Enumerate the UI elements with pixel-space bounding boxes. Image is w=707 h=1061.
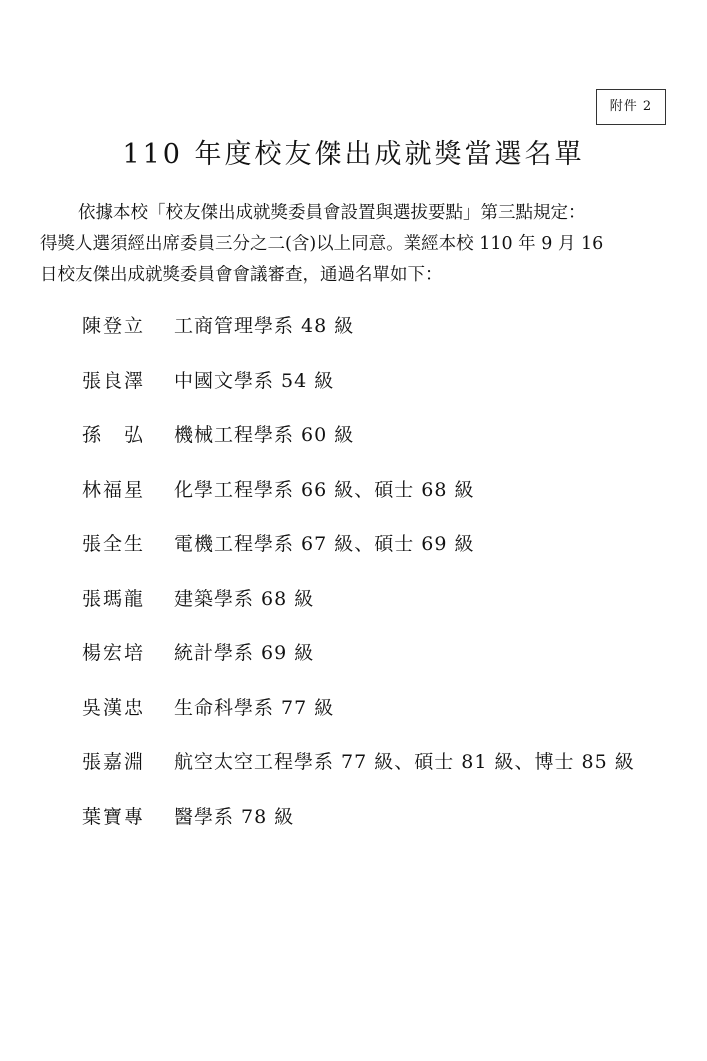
winner-name: 張嘉淵 xyxy=(82,751,146,773)
intro-line: 得獎人選須經出席委員三分之二(含)以上同意。業經本校 110 年 9 月 16 xyxy=(40,234,604,254)
winner-row xyxy=(82,693,635,748)
winner-row xyxy=(82,584,635,639)
winner-row xyxy=(82,311,635,366)
winner-department: 生命科學系 77 級 xyxy=(174,696,335,719)
winner-department: 工商管理學系 48 級 xyxy=(174,315,355,337)
intro-line: 依據本校「校友傑出成就獎委員會設置與選拔要點」第三點規定： xyxy=(78,203,586,223)
winner-name: 孫 弘 xyxy=(82,424,146,446)
winner-row xyxy=(82,366,635,421)
winner-name: 葉寶專 xyxy=(82,805,146,828)
winner-department: 建築學系 68 級 xyxy=(174,587,315,610)
winner-name: 張瑪龍 xyxy=(82,587,146,610)
winner-department: 航空太空工程學系 77 級、碩士 81 級、博士 85 級 xyxy=(174,751,635,773)
intro-line: 日校友傑出成就獎委員會會議審查，通過名單如下： xyxy=(40,265,443,285)
winner-list xyxy=(82,311,635,856)
winner-department: 中國文學系 54 級 xyxy=(174,369,335,392)
winner-name: 陳登立 xyxy=(82,315,146,337)
winner-row xyxy=(82,475,635,530)
winner-name: 張良澤 xyxy=(82,369,146,392)
winner-row xyxy=(82,802,635,857)
winner-row xyxy=(82,638,635,693)
winner-name: 張全生 xyxy=(82,533,146,555)
winner-name: 楊宏培 xyxy=(82,642,146,664)
winner-row xyxy=(82,420,635,475)
winner-department: 醫學系 78 級 xyxy=(174,805,295,828)
page-title: 110 年度校友傑出成就獎當選名單 xyxy=(122,139,585,170)
winner-department: 化學工程學系 66 級、碩士 68 級 xyxy=(174,478,475,501)
winner-row xyxy=(82,529,635,584)
winner-name: 吳漢忠 xyxy=(82,696,146,719)
winner-department: 電機工程學系 67 級、碩士 69 級 xyxy=(174,533,475,555)
winner-row xyxy=(82,747,635,802)
intro-paragraph xyxy=(40,198,670,291)
winner-department: 統計學系 69 級 xyxy=(174,642,315,664)
winner-department: 機械工程學系 60 級 xyxy=(174,424,355,446)
winner-name: 林福星 xyxy=(82,478,146,501)
attachment-label: 附件 2 xyxy=(596,89,666,125)
